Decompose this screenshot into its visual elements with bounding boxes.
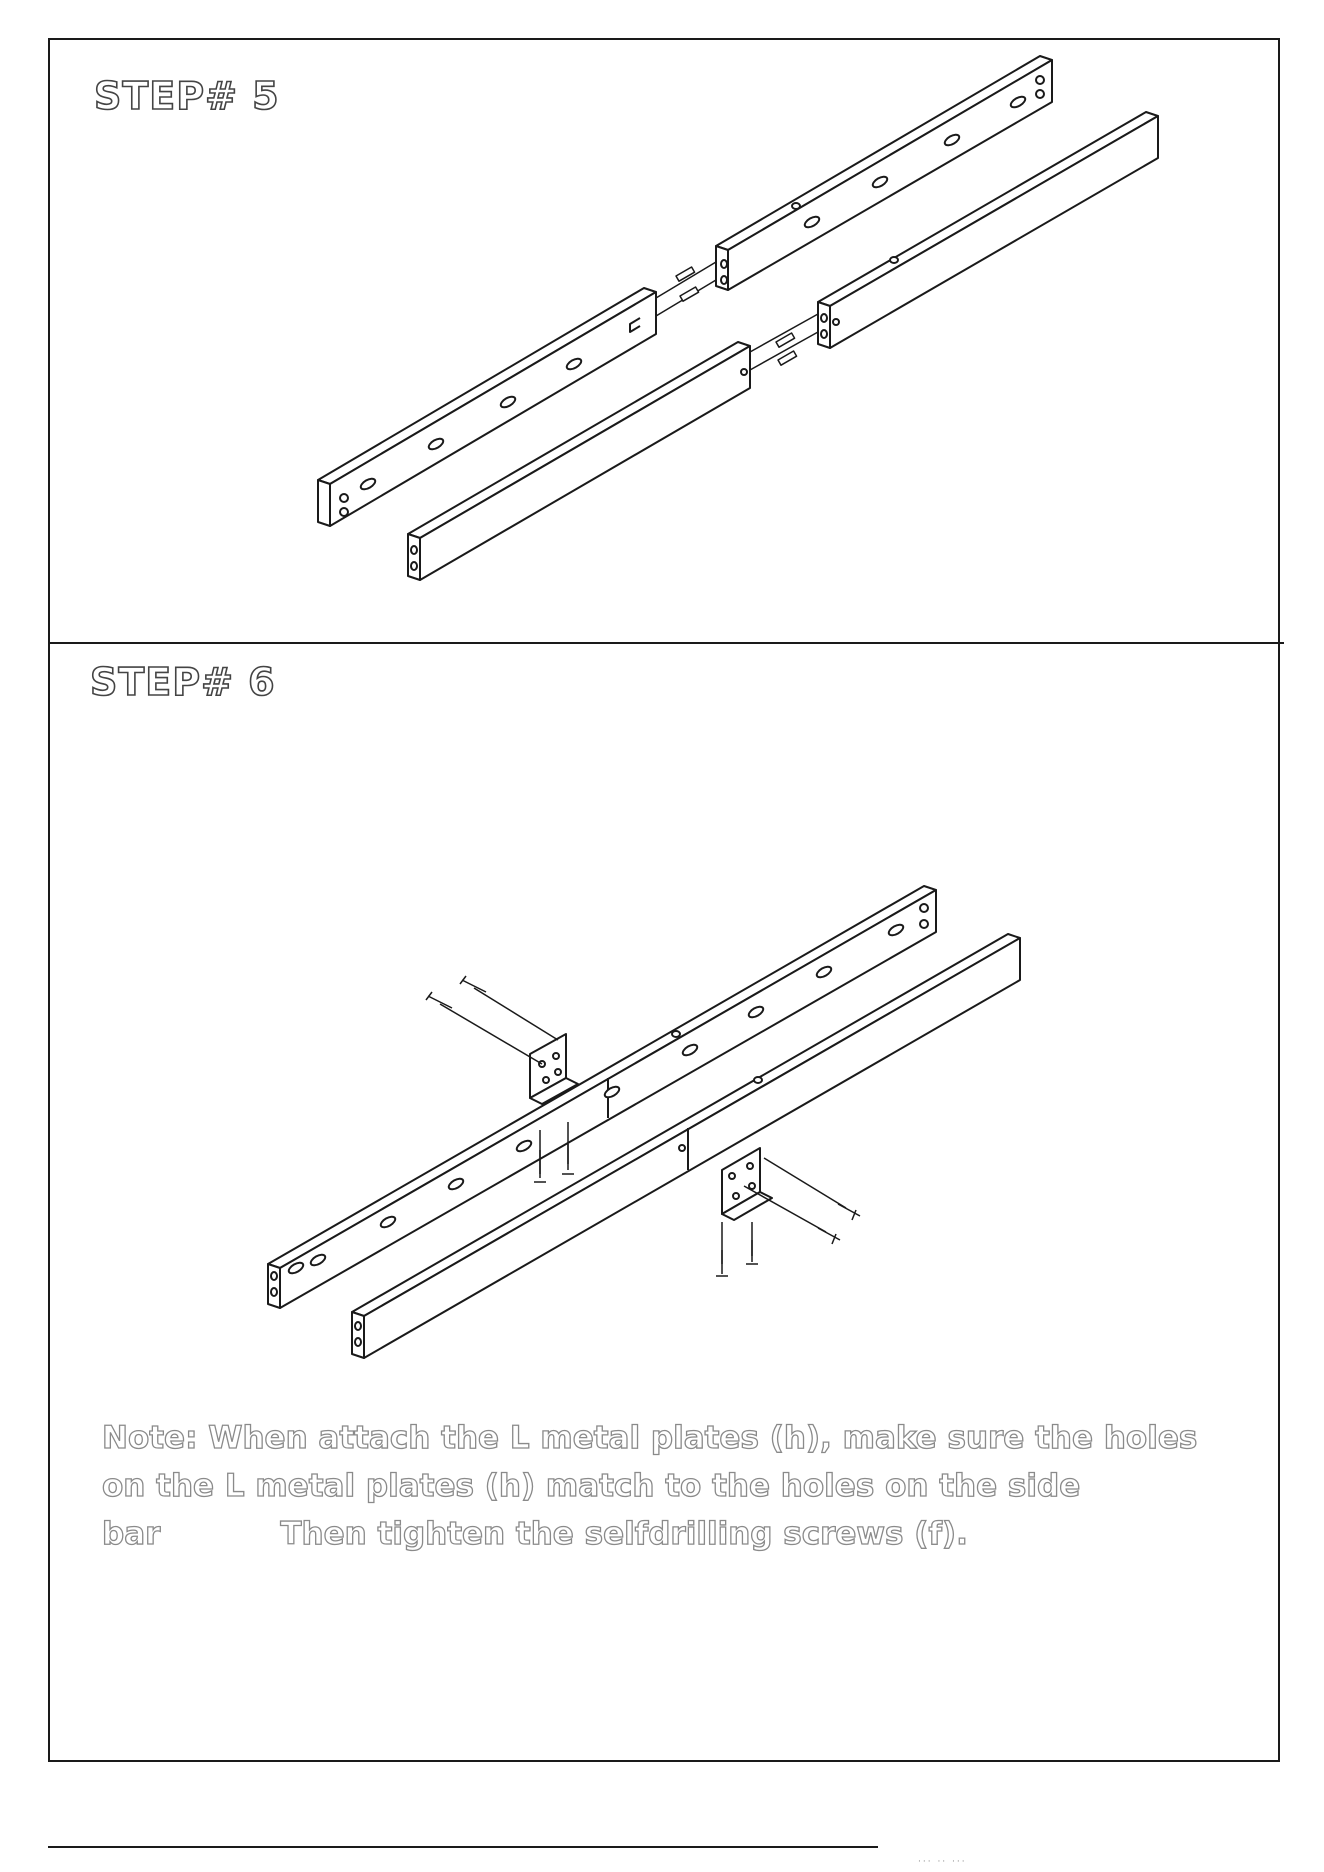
step-6-title: STEP# 6 [90, 660, 276, 704]
step5-rail-right-lower [818, 112, 1158, 348]
step6-rail-lower [352, 934, 1020, 1358]
note-line-3a: bar [102, 1516, 161, 1552]
step6-rail-upper [268, 886, 936, 1308]
note-line-2: on the L metal plates (h) match to the holes on the side [102, 1468, 1081, 1504]
footer-mark: ··· ·· ··· [918, 1857, 967, 1867]
step5-rail-right-upper [716, 56, 1052, 290]
note-line-1: Note: When attach the L metal plates (h), make sure the holes [102, 1420, 1198, 1456]
note-line-3b: Then tighten the selfdrilling screws (f). [280, 1516, 968, 1552]
step-5-title: STEP# 5 [94, 74, 280, 118]
footer-rule [48, 1846, 878, 1848]
step-6-note [102, 1414, 1202, 1558]
note-line-3 [102, 1510, 1202, 1558]
